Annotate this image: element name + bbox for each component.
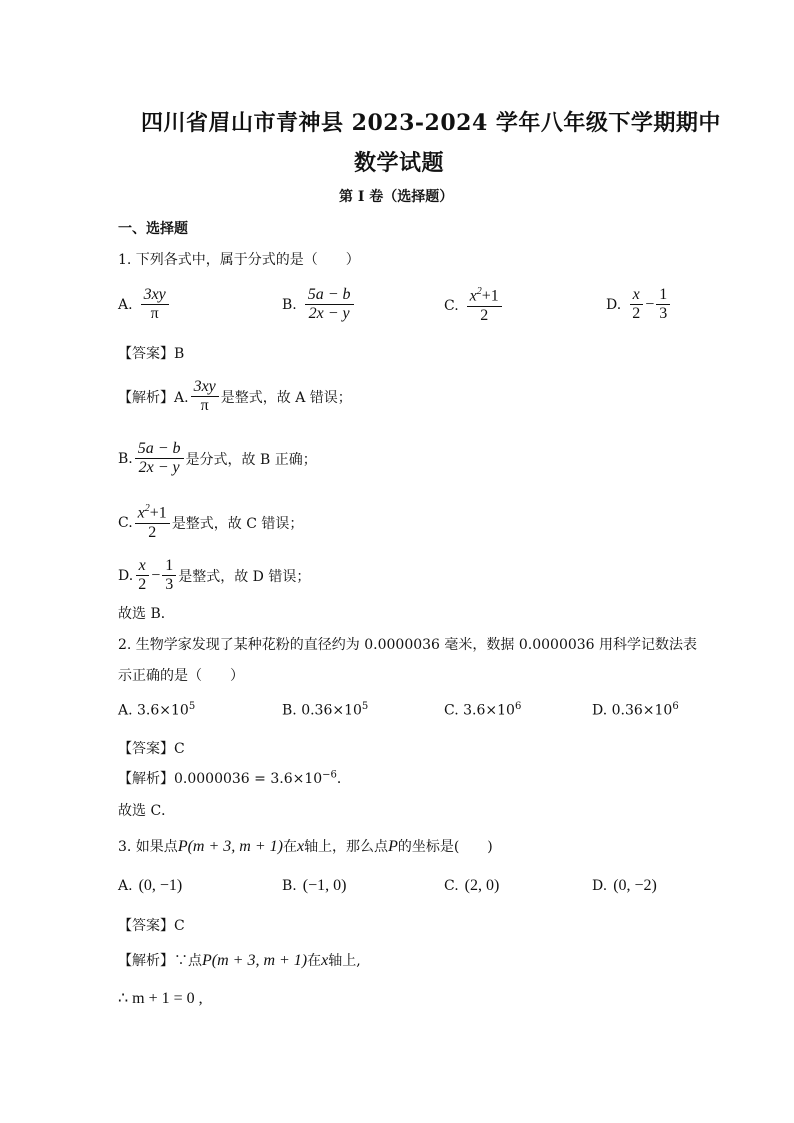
minus-sign: − — [645, 295, 655, 313]
question-1-option-a — [118, 286, 171, 324]
denominator: 3 — [659, 305, 668, 323]
option-text: (−1, 0) — [302, 877, 347, 894]
question-2-stem-line-2: 示正确的是（ ） — [118, 668, 244, 684]
numerator: x — [630, 286, 643, 305]
question-2-option-d — [592, 701, 679, 719]
denominator: π — [200, 397, 209, 415]
exponent: 5 — [361, 701, 369, 712]
numerator — [467, 286, 502, 307]
question-3-option-d — [592, 877, 657, 895]
option-text: A. 3.6×10 — [118, 702, 189, 719]
explanation-label: C. — [118, 514, 133, 531]
denominator: 2 — [632, 305, 641, 323]
option-label: B. — [282, 878, 297, 894]
numerator: 5a − b — [305, 286, 354, 305]
question-1-option-b — [282, 286, 356, 324]
question-1-explanation-a — [118, 378, 352, 416]
exponent: 6 — [514, 701, 522, 712]
option-label: D. — [592, 878, 608, 894]
exponent: 6 — [672, 701, 679, 712]
fraction — [629, 286, 643, 324]
option-label: C. — [444, 878, 459, 894]
denominator: 2x − y — [308, 305, 350, 323]
base: x — [469, 287, 477, 305]
explanation-text: 是整式，故 A 错误； — [220, 389, 352, 406]
section-heading: 一、选择题 — [118, 221, 188, 237]
question-3-option-b — [282, 877, 346, 895]
explanation-label: B. — [118, 450, 133, 467]
question-1-explanation-c — [118, 503, 303, 542]
exponent: −6 — [322, 769, 337, 781]
volume-heading: 第 I 卷（选择题） — [339, 189, 454, 205]
question-3-answer: 【答案】C — [118, 918, 185, 934]
fraction — [135, 503, 170, 542]
fraction — [467, 286, 502, 325]
stem-text: 的坐标是( ) — [397, 839, 493, 855]
explanation-text: 轴上, — [328, 953, 361, 969]
explanation-text: 是分式，故 B 正确； — [185, 451, 317, 468]
question-3-therefore: ∴ m + 1 = 0 , — [118, 990, 203, 1007]
denominator: 2x − y — [138, 459, 180, 477]
question-2-stem-line-1: 2. 生物学家发现了某种花粉的直径约为 0.0000036 毫米，数据 0.0000036 用科学记数法表 — [118, 637, 698, 653]
explanation-end: ． — [336, 771, 351, 787]
question-2-answer: 【答案】C — [118, 741, 185, 757]
option-text: B. 0.36×10 — [282, 702, 362, 719]
question-3-explanation — [118, 950, 361, 970]
fraction — [135, 557, 149, 595]
p-variable: P — [388, 838, 398, 855]
base: x — [137, 504, 145, 522]
fraction — [191, 378, 219, 416]
question-1-conclusion: 故选 B． — [118, 606, 175, 622]
numerator: 3xy — [191, 378, 219, 397]
numerator: 5a − b — [135, 440, 184, 459]
explanation-text: 在 — [307, 953, 322, 969]
question-2-conclusion: 故选 C． — [118, 803, 176, 819]
denominator: 3 — [165, 576, 174, 594]
question-2-option-c — [444, 701, 521, 719]
explanation-label: 【解析】A. — [118, 389, 189, 406]
fraction — [162, 557, 176, 595]
denominator: 2 — [480, 306, 489, 324]
numerator: 3xy — [141, 286, 169, 305]
stem-text: 轴上，那么点 — [304, 839, 389, 855]
numerator-rest: +1 — [149, 504, 167, 522]
x-variable: x — [296, 838, 305, 855]
stem-text: 3. 如果点 — [118, 839, 178, 855]
exponent: 2 — [144, 503, 150, 514]
point-expression: P(m + 3, m + 1) — [202, 952, 308, 969]
option-label: B. — [282, 296, 297, 313]
stem-text: 在 — [282, 839, 297, 855]
question-1-explanation-d — [118, 557, 310, 595]
numerator — [135, 503, 170, 524]
numerator: 1 — [162, 557, 176, 576]
denominator: 2 — [148, 523, 157, 541]
fraction — [141, 286, 169, 324]
option-label: A. — [118, 878, 133, 894]
option-text: (0, −1) — [138, 877, 183, 894]
explanation-text: 是整式，故 D 错误； — [178, 568, 311, 585]
explanation-text: 是整式，故 C 错误； — [171, 515, 304, 532]
point-expression: P(m + 3, m + 1) — [177, 838, 283, 855]
question-1-answer: 【答案】B — [118, 346, 185, 362]
denominator: π — [150, 305, 159, 323]
option-label: A. — [118, 296, 133, 313]
x-variable: x — [321, 952, 329, 969]
title-line-1: 四川省眉山市青神县 2023-2024 学年八年级下学期期中 — [141, 110, 721, 136]
numerator: x — [136, 557, 149, 576]
question-1-option-c — [444, 286, 504, 325]
option-text: D. 0.36×10 — [592, 702, 673, 719]
question-2-option-b — [282, 701, 368, 719]
question-1-stem: 1. 下列各式中，属于分式的是（ ） — [118, 252, 360, 268]
numerator-rest: +1 — [481, 287, 499, 305]
option-text: (2, 0) — [464, 877, 500, 894]
title-line-2: 数学试题 — [354, 150, 445, 176]
explanation-label: D. — [118, 567, 134, 584]
question-1-explanation-b — [118, 440, 317, 478]
question-3-option-c — [444, 877, 499, 895]
question-3-option-a — [118, 877, 182, 895]
denominator: 2 — [138, 576, 147, 594]
fraction — [305, 286, 354, 324]
fraction — [656, 286, 670, 324]
question-3-stem — [118, 836, 493, 856]
option-text: C. 3.6×10 — [444, 702, 515, 719]
explanation-text: 【解析】0.0000036 = 3.6×10 — [118, 771, 323, 787]
question-2-option-a — [118, 701, 195, 719]
option-label: D. — [606, 296, 622, 313]
fraction — [135, 440, 184, 478]
explanation-label: 【解析】∵点 — [118, 953, 202, 969]
minus-sign: − — [151, 566, 161, 584]
exponent: 5 — [188, 701, 196, 712]
option-label: C. — [444, 297, 459, 314]
question-1-option-d — [606, 286, 672, 324]
exponent: 2 — [476, 286, 482, 297]
numerator: 1 — [656, 286, 670, 305]
option-text: (0, −2) — [613, 877, 657, 894]
question-2-explanation — [118, 768, 351, 788]
